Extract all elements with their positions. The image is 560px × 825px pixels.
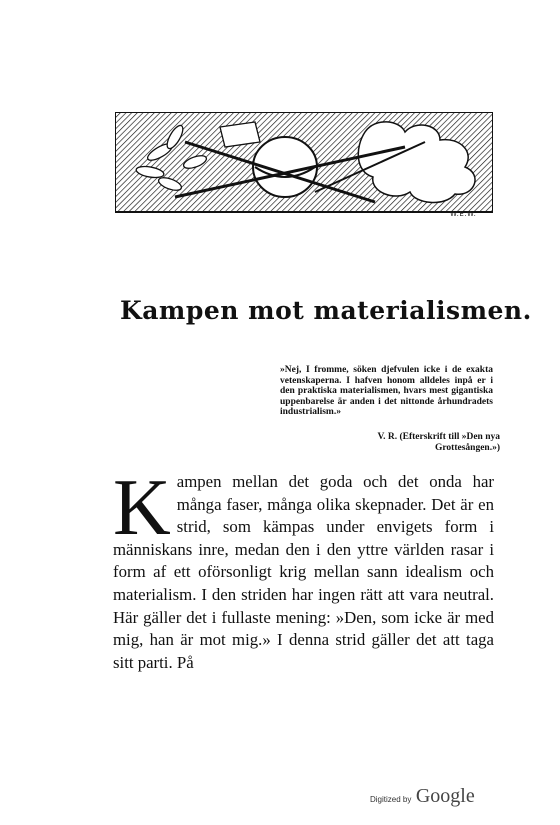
attribution-line-2: Grottesången.») xyxy=(435,443,500,453)
body-text: ampen mellan det goda och det onda har många faser, många olika skepnader. Det är en strid, som kämpas under envigets form i människans inre, medan den i den yttre världen rasar i form af ett oförsonligt krig mellan sann idealism och materialism. I den striden har ingen rätt att vara neutral. Här gäller det i fullaste mening: »Den, som icke är med mig, han är mot mig.» I denna strid gäller det att taga sitt parti. På xyxy=(113,472,494,672)
digitized-by-label: Digitized by xyxy=(370,795,412,804)
epigraph-attribution xyxy=(330,432,500,454)
header-vignette-illustration xyxy=(115,112,493,220)
google-brand-label: Google xyxy=(415,785,475,807)
body-paragraph xyxy=(113,464,494,674)
epigraph-quote: »Nej, I fromme, söken djefvulen icke i de exakta vetenskaperna. I hafven honom alldeles inpå er i den praktiska materialismen, hvars mest gigantiska uppenbarelse är anden i det nittonde århundradets industrialism.» xyxy=(280,365,493,418)
digitized-footer xyxy=(370,785,475,808)
vignette-signature: W.E.W. xyxy=(450,210,477,218)
chapter-title: Kampen mot materialismen. xyxy=(120,296,532,325)
drop-cap: K xyxy=(113,464,171,552)
attribution-line-1: V. R. (Efterskrift till »Den nya xyxy=(377,432,500,442)
